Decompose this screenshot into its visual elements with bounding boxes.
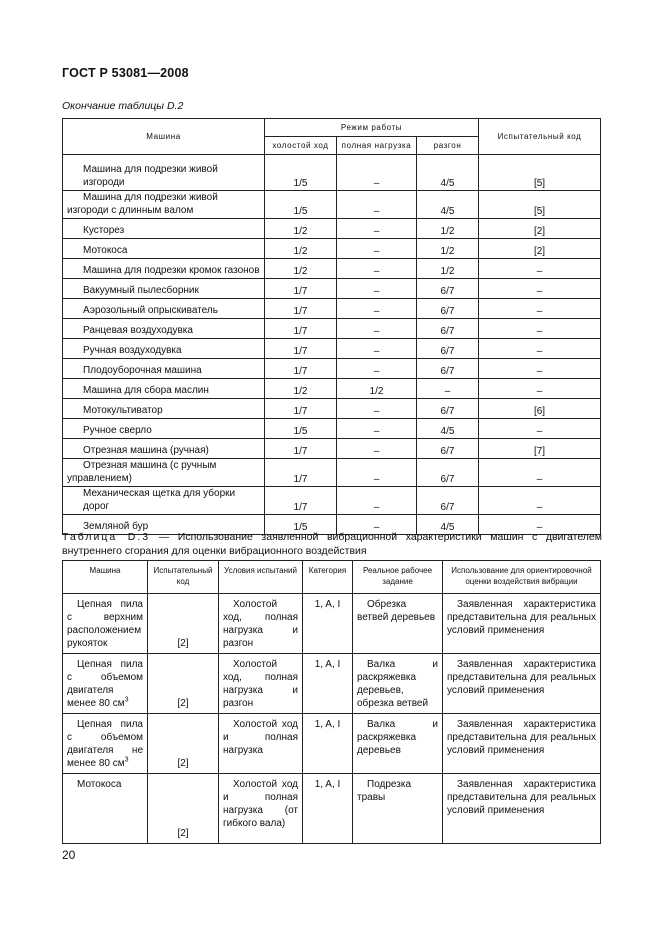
machine-name: Мотокоса — [77, 779, 122, 790]
test-code: [5] — [479, 155, 601, 191]
acceleration-share: 1/2 — [417, 239, 479, 259]
table-row — [63, 155, 601, 191]
col-idle: холостой ход — [265, 137, 337, 155]
test-code: [2] — [148, 774, 219, 844]
col-machine: Машина — [63, 119, 265, 155]
table-row — [63, 219, 601, 239]
table-row — [63, 319, 601, 339]
idle-share: 1/2 — [265, 379, 337, 399]
idle-share: 1/7 — [265, 319, 337, 339]
machine-name: Машина для подрезки живой изгороди — [63, 155, 265, 191]
idle-share: 1/2 — [265, 219, 337, 239]
real-task: Валка и раскряжевка деревьев, обрезка ветвей — [353, 654, 443, 714]
category: 1, A, I — [303, 714, 353, 774]
full-load-share: – — [337, 319, 417, 339]
acceleration-share: 6/7 — [417, 299, 479, 319]
acceleration-share: 6/7 — [417, 459, 479, 487]
table-row — [63, 714, 601, 774]
table-row — [63, 339, 601, 359]
machine-name: Отрезная машина (ручная) — [63, 439, 265, 459]
machine-name: Цепная пила с верхним расположением рукояток — [67, 599, 143, 649]
idle-share: 1/5 — [265, 515, 337, 535]
machine-name: Ранцевая воздуходувка — [63, 319, 265, 339]
acceleration-share: 4/5 — [417, 155, 479, 191]
table-row — [63, 299, 601, 319]
acceleration-share: 6/7 — [417, 487, 479, 515]
test-conditions: Холостой ход и полная нагрузка — [219, 714, 303, 774]
idle-share: 1/5 — [265, 191, 337, 219]
d3-col-test-conditions: Условия испытаний — [219, 561, 303, 594]
col-test-code: Испытательный код — [479, 119, 601, 155]
full-load-share: – — [337, 299, 417, 319]
test-code: – — [479, 339, 601, 359]
table-row — [63, 379, 601, 399]
machine-cell — [63, 714, 148, 774]
full-load-share: – — [337, 399, 417, 419]
test-code: – — [479, 279, 601, 299]
table-row — [63, 774, 601, 844]
acceleration-share: 6/7 — [417, 279, 479, 299]
full-load-share: – — [337, 359, 417, 379]
table-row — [63, 239, 601, 259]
acceleration-share: 4/5 — [417, 515, 479, 535]
table-d3-caption-label: Таблица D.3 — [62, 531, 151, 543]
acceleration-share: 6/7 — [417, 319, 479, 339]
table-row — [63, 439, 601, 459]
machine-name: Машина для подрезки кромок газонов — [63, 259, 265, 279]
table-d3-body — [63, 594, 601, 844]
usage-note: Заявленная характеристика представительна для реальных условий применения — [443, 714, 601, 774]
table-row — [63, 654, 601, 714]
test-code: – — [479, 319, 601, 339]
machine-name: Вакуумный пылесборник — [63, 279, 265, 299]
test-code: [2] — [148, 654, 219, 714]
machine-cell — [63, 654, 148, 714]
table-row — [63, 419, 601, 439]
table-row — [63, 359, 601, 379]
test-code: – — [479, 515, 601, 535]
table-row — [63, 279, 601, 299]
full-load-share: – — [337, 439, 417, 459]
test-conditions: Холостой ход, полная нагрузка и разгон — [219, 594, 303, 654]
acceleration-share: 6/7 — [417, 339, 479, 359]
full-load-share: – — [337, 515, 417, 535]
acceleration-share: 6/7 — [417, 439, 479, 459]
full-load-share: – — [337, 419, 417, 439]
document-header: ГОСТ Р 53081—2008 — [62, 66, 189, 80]
idle-share: 1/2 — [265, 239, 337, 259]
idle-share: 1/7 — [265, 339, 337, 359]
table-d3 — [62, 560, 601, 844]
d3-col-test-code: Испытательный код — [148, 561, 219, 594]
idle-share: 1/7 — [265, 359, 337, 379]
full-load-share: – — [337, 155, 417, 191]
col-full-load: полная нагрузка — [337, 137, 417, 155]
full-load-share: – — [337, 219, 417, 239]
test-conditions: Холостой ход и полная нагрузка (от гибкого вала) — [219, 774, 303, 844]
test-code: – — [479, 259, 601, 279]
machine-name: Ручное сверло — [63, 419, 265, 439]
test-code: [6] — [479, 399, 601, 419]
machine-name: Плодоуборочная машина — [63, 359, 265, 379]
machine-name: Машина для подрезки живой изгороди с длинным валом — [63, 191, 265, 219]
full-load-share: – — [337, 339, 417, 359]
acceleration-share: 4/5 — [417, 419, 479, 439]
table-row — [63, 594, 601, 654]
category: 1, A, I — [303, 594, 353, 654]
machine-cell — [63, 594, 148, 654]
machine-name: Земляной бур — [63, 515, 265, 535]
machine-cell — [63, 774, 148, 844]
full-load-share: – — [337, 191, 417, 219]
test-conditions: Холостой ход, полная нагрузка и разгон — [219, 654, 303, 714]
machine-name: Мотокоса — [63, 239, 265, 259]
table-d2 — [62, 118, 601, 535]
idle-share: 1/7 — [265, 299, 337, 319]
d3-col-machine: Машина — [63, 561, 148, 594]
machine-name: Ручная воздуходувка — [63, 339, 265, 359]
acceleration-share: – — [417, 379, 479, 399]
machine-name: Отрезная машина (с ручным управлением) — [63, 459, 265, 487]
idle-share: 1/5 — [265, 155, 337, 191]
machine-name: Аэрозольный опрыскиватель — [63, 299, 265, 319]
test-code: – — [479, 459, 601, 487]
d3-col-real-task: Реальное рабочее задание — [353, 561, 443, 594]
full-load-share: – — [337, 459, 417, 487]
idle-share: 1/7 — [265, 279, 337, 299]
d3-col-usage: Использование для ориентировочной оценки воздействия вибрации — [443, 561, 601, 594]
machine-name: Механическая щетка для уборки дорог — [63, 487, 265, 515]
acceleration-share: 6/7 — [417, 359, 479, 379]
table-row — [63, 259, 601, 279]
page-number: 20 — [62, 848, 76, 862]
idle-share: 1/2 — [265, 259, 337, 279]
full-load-share: – — [337, 239, 417, 259]
idle-share: 1/7 — [265, 487, 337, 515]
test-code: – — [479, 359, 601, 379]
test-code: [2] — [479, 239, 601, 259]
table-row — [63, 191, 601, 219]
table-d3-caption-text: — Использование заявленной вибрационной характеристики машин с двигателем внутреннего сгорания для оценки вибрационного воздействия — [62, 531, 602, 557]
test-code: – — [479, 487, 601, 515]
usage-note: Заявленная характеристика представительна для реальных условий применения — [443, 774, 601, 844]
table-d2-caption: Окончание таблицы D.2 — [62, 100, 184, 112]
real-task: Подрезка травы — [353, 774, 443, 844]
table-row — [63, 487, 601, 515]
d3-col-category: Категория — [303, 561, 353, 594]
machine-name: Машина для сбора маслин — [63, 379, 265, 399]
acceleration-share: 1/2 — [417, 259, 479, 279]
full-load-share: – — [337, 487, 417, 515]
acceleration-share: 4/5 — [417, 191, 479, 219]
table-d3-caption — [62, 530, 602, 558]
machine-name: Цепная пила с объемом двигателя не менее 80 см — [67, 719, 143, 769]
idle-share: 1/7 — [265, 439, 337, 459]
test-code: [2] — [148, 594, 219, 654]
acceleration-share: 1/2 — [417, 219, 479, 239]
table-d2-body — [63, 155, 601, 535]
unit-superscript: 3 — [124, 756, 129, 764]
test-code: [2] — [148, 714, 219, 774]
test-code: – — [479, 419, 601, 439]
acceleration-share: 6/7 — [417, 399, 479, 419]
idle-share: 1/7 — [265, 459, 337, 487]
test-code: [2] — [479, 219, 601, 239]
real-task: Валка и раскряжевка деревьев — [353, 714, 443, 774]
col-mode-group: Режим работы — [265, 119, 479, 137]
machine-name: Кусторез — [63, 219, 265, 239]
test-code: – — [479, 379, 601, 399]
idle-share: 1/5 — [265, 419, 337, 439]
real-task: Обрезка ветвей деревьев — [353, 594, 443, 654]
col-acceleration: разгон — [417, 137, 479, 155]
table-row — [63, 459, 601, 487]
full-load-share: – — [337, 259, 417, 279]
test-code: [5] — [479, 191, 601, 219]
test-code: – — [479, 299, 601, 319]
machine-name: Мотокультиватор — [63, 399, 265, 419]
category: 1, A, I — [303, 654, 353, 714]
machine-name: Цепная пила с объемом двигателя менее 80 см — [67, 659, 143, 709]
category: 1, A, I — [303, 774, 353, 844]
idle-share: 1/7 — [265, 399, 337, 419]
usage-note: Заявленная характеристика представительна для реальных условий применения — [443, 654, 601, 714]
table-row — [63, 399, 601, 419]
usage-note: Заявленная характеристика представительна для реальных условий применения — [443, 594, 601, 654]
full-load-share: 1/2 — [337, 379, 417, 399]
test-code: [7] — [479, 439, 601, 459]
full-load-share: – — [337, 279, 417, 299]
unit-superscript: 3 — [124, 696, 129, 704]
